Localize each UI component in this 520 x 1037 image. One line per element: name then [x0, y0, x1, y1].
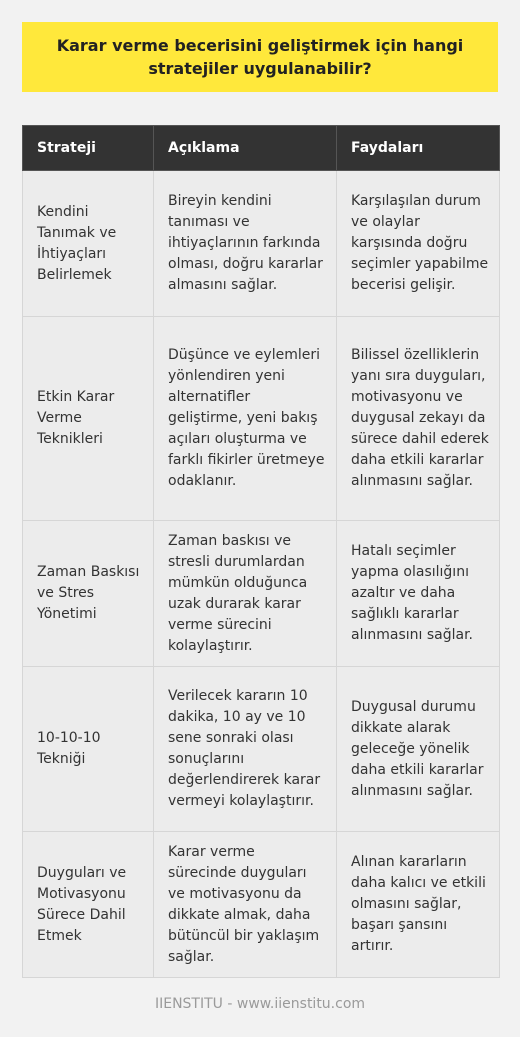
cell-benefits: Duygusal durumu dikkate alarak geleceğe yönelik daha etkili kararlar alınmasını sağlar.	[337, 667, 500, 832]
table-row	[23, 171, 500, 317]
footer-credit: IIENSTITU - www.iienstitu.com	[154, 996, 366, 1012]
table-row	[23, 667, 500, 832]
cell-benefits: Bilissel özelliklerin yanı sıra duyguları, motivasyonu ve duygusal zekayı da sürece dahil ederek daha etkili kararlar alınmasını sağlar.	[337, 317, 500, 521]
header-description: Açıklama	[154, 126, 337, 171]
page-title: Karar verme becerisini geliştirmek için hangi stratejiler uygulanabilir?	[56, 36, 464, 78]
table-header-row	[23, 126, 500, 171]
cell-description: Karar verme sürecinde duyguları ve motivasyonu da dikkate almak, daha bütüncül bir yaklaşım sağlar.	[154, 832, 337, 978]
cell-description: Zaman baskısı ve stresli durumlardan mümkün olduğunca uzak durarak karar verme sürecini kolaylaştırır.	[154, 521, 337, 667]
header-benefits: Faydaları	[337, 126, 500, 171]
header-strategy: Strateji	[23, 126, 154, 171]
cell-strategy: Etkin Karar Verme Teknikleri	[23, 317, 154, 521]
cell-strategy: Kendini Tanımak ve İhtiyaçları Belirlemek	[23, 171, 154, 317]
cell-strategy: 10-10-10 Tekniği	[23, 667, 154, 832]
table-row	[23, 317, 500, 521]
cell-benefits: Hatalı seçimler yapma olasılığını azaltır ve daha sağlıklı kararlar alınmasını sağlar.	[337, 521, 500, 667]
table-row	[23, 521, 500, 667]
cell-strategy: Zaman Baskısı ve Stres Yönetimi	[23, 521, 154, 667]
table-row	[23, 832, 500, 978]
title-banner	[22, 22, 498, 92]
cell-strategy: Duyguları ve Motivasyonu Sürece Dahil Etmek	[23, 832, 154, 978]
cell-description: Verilecek kararın 10 dakika, 10 ay ve 10 sene sonraki olası sonuçlarını değerlendirerek karar vermeyi kolaylaştırır.	[154, 667, 337, 832]
cell-description: Bireyin kendini tanıması ve ihtiyaçlarının farkında olması, doğru kararlar almasını sağlar.	[154, 171, 337, 317]
cell-benefits: Karşılaşılan durum ve olaylar karşısında doğru seçimler yapabilme becerisi gelişir.	[337, 171, 500, 317]
cell-benefits: Alınan kararların daha kalıcı ve etkili olmasını sağlar, başarı şansını artırır.	[337, 832, 500, 978]
strategy-table	[22, 125, 500, 978]
cell-description: Düşünce ve eylemleri yönlendiren yeni alternatifler geliştirme, yeni bakış açıları oluşturma ve farklı fikirler üretmeye odaklanır.	[154, 317, 337, 521]
